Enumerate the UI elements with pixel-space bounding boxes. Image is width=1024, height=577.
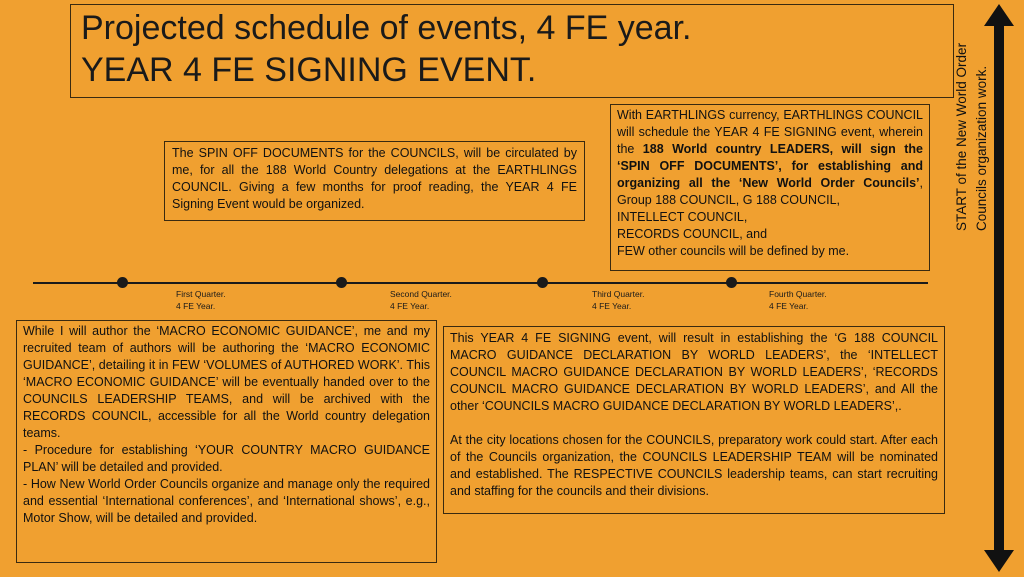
earthlings-council-box	[610, 104, 930, 271]
quarter-label-2	[390, 288, 452, 312]
vertical-caption	[952, 42, 994, 231]
quarter-2-name: Second Quarter.	[390, 289, 452, 299]
earthlings-intro: With EARTHLINGS currency, EARTHLINGS COUNCIL will schedule the YEAR 4 FE SIGNING event, wherein the	[617, 108, 923, 156]
quarter-label-1	[176, 288, 226, 312]
result-paragraph-2: At the city locations chosen for the COUNCILS, preparatory work could start. After each of the Councils organization, the COUNCILS LEADERSHIP TEAM will be nominated and established. The RESPECTIVE COUNCILS leadership teams, can start recruiting and staffing for the councils and their divisions.	[450, 433, 938, 498]
earthlings-line-2: INTELLECT COUNCIL,	[617, 210, 748, 224]
quarter-label-4	[769, 288, 827, 312]
quarter-1-year: 4 FE Year.	[176, 301, 216, 311]
quarter-1-name: First Quarter.	[176, 289, 226, 299]
title-line-2: YEAR 4 FE SIGNING EVENT.	[81, 51, 537, 89]
earthlings-line-4: FEW other councils will be defined by me.	[617, 244, 850, 258]
spin-off-box: The SPIN OFF DOCUMENTS for the COUNCILS, will be circulated by me, for all the 188 World Country delegations at the EARTHLINGS COUNCIL. Giving a few months for proof reading, the YEAR 4 FE Signing Event would be organized.	[164, 141, 585, 221]
quarter-label-3	[592, 288, 644, 312]
timeline-dot-q3	[537, 277, 548, 288]
quarter-4-year: 4 FE Year.	[769, 301, 809, 311]
signing-result-box	[443, 326, 945, 514]
quarter-2-year: 4 FE Year.	[390, 301, 430, 311]
title-box	[70, 4, 954, 98]
result-paragraph-1: This YEAR 4 FE SIGNING event, will result in establishing the ‘G 188 COUNCIL MACRO GUIDANCE DECLARATION BY WORLD LEADERS’, the ‘INTELLECT COUNCIL MACRO GUIDANCE DECLARATION BY WORLD LEADERS’, ‘RECORDS COUNCIL MACRO GUIDANCE DECLARATION BY WORLD LEADERS’, and All the other ‘COUNCILS MACRO GUIDANCE DECLARATION BY WORLD LEADERS’,.	[450, 331, 938, 413]
macro-guidance-box	[16, 320, 437, 563]
macro-paragraph: While I will author the ‘MACRO ECONOMIC GUIDANCE’, me and my recruited team of authors will be authoring the ‘MACRO ECONOMIC GUIDANCE’, detailing it in FEW ‘VOLUMES of AUTHORED WORK’. This ‘MACRO ECONOMIC GUIDANCE’ will be eventually handed over to the COUNCILS LEADERSHIP TEAMS, and will be archived with the RECORDS COUNCIL, accessible for all the World country delegation teams.	[23, 324, 430, 440]
macro-bullet-2: - How New World Order Councils organize and manage only the required and essential ‘International conferences’, and ‘International shows’, e.g., Motor Show, will be detailed and provided.	[23, 477, 430, 525]
quarter-4-name: Fourth Quarter.	[769, 289, 827, 299]
macro-bullet-1: - Procedure for establishing ‘YOUR COUNTRY MACRO GUIDANCE PLAN’ will be detailed and provided.	[23, 443, 430, 474]
earthlings-line-3: RECORDS COUNCIL, and	[617, 227, 768, 241]
timeline-line	[33, 282, 928, 284]
earthlings-bold: 188 World country LEADERS, will sign the ‘SPIN OFF DOCUMENTS’, for establishing and organizing all the ‘New World Order Councils’	[617, 142, 923, 190]
timeline-dot-q4	[726, 277, 737, 288]
timeline-dot-q1	[117, 277, 128, 288]
quarter-3-year: 4 FE Year.	[592, 301, 632, 311]
title-line-1: Projected schedule of events, 4 FE year.	[81, 9, 692, 47]
earthlings-rest: , Group 188 COUNCIL, G 188 COUNCIL,	[617, 176, 923, 207]
quarter-3-name: Third Quarter.	[592, 289, 645, 299]
vertical-caption-line-2: Councils organization work.	[974, 65, 989, 231]
timeline-dot-q2	[336, 277, 347, 288]
result-spacer	[450, 415, 938, 432]
vertical-caption-line-1: START of the New World Order	[954, 42, 969, 231]
